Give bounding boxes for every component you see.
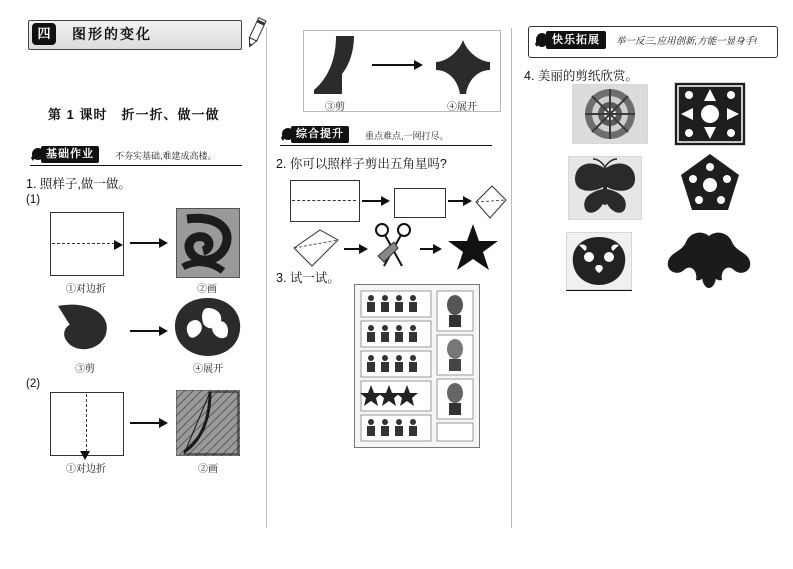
step-caption-5: ①对边折 <box>66 464 106 475</box>
figure-square-fold-2 <box>50 392 124 456</box>
process-arrow-3 <box>130 418 168 428</box>
figure-unfolded-shape-2 <box>434 36 492 101</box>
q2-rect-2 <box>394 188 446 218</box>
q2-arrow-4 <box>420 244 442 254</box>
section-note-basic: 不夯实基础,难建成高楼。 <box>115 151 217 161</box>
figure-fold-dash-2 <box>86 394 87 452</box>
basic-tag-rule <box>30 165 242 166</box>
q2-dash-1 <box>292 200 356 201</box>
chapter-title: 图形的变化 <box>72 26 152 42</box>
step-caption-1: ①对边折 <box>66 284 106 295</box>
step-caption-7: ③剪 <box>325 102 345 113</box>
process-arrow-1 <box>130 238 168 248</box>
section-tag-comprehensive: 综合提升 <box>291 126 349 143</box>
papercut-round-floral <box>572 84 648 144</box>
fold-arrow-icon-1 <box>114 238 124 256</box>
figure-drawn-pattern-2 <box>176 390 240 461</box>
section-tag-basic: 基础作业 <box>41 146 99 163</box>
papercut-pentagon-floral <box>672 152 748 222</box>
q2-arrow-1 <box>362 196 390 206</box>
lesson-title: 第 1 课时 折一折、做一做 <box>48 107 220 122</box>
step-caption-8: ④展开 <box>447 102 477 113</box>
chapter-number: 四 <box>32 23 56 45</box>
question-3-text: 3. 试一试。 <box>276 271 340 285</box>
figure-cut-shape-2 <box>312 34 358 101</box>
section-note-comprehensive: 重点难点,一网打尽。 <box>365 131 449 141</box>
step-caption-2: ②画 <box>197 284 217 295</box>
figure-square-fold-1 <box>50 212 124 276</box>
section-note-happy: 举一反三,应用创新,方能一显身手! <box>616 36 757 47</box>
papercut-butterfly <box>568 156 642 220</box>
step-caption-3: ③剪 <box>75 364 95 375</box>
papercut-square-symmetric <box>674 82 746 146</box>
figure-fold-dash-1 <box>52 243 120 244</box>
question-1-sub-1: (1) <box>26 194 41 206</box>
five-point-star-icon <box>446 222 500 279</box>
papercut-caption-blank-1 <box>566 290 632 291</box>
q2-folded-shape-1 <box>474 184 508 225</box>
q2-folded-shape-2 <box>292 228 340 273</box>
step-caption-4: ④展开 <box>193 364 223 375</box>
question-2-text: 2. 你可以照样子剪出五角星吗? <box>276 157 447 171</box>
papercut-caption <box>707 214 712 220</box>
q2-arrow-3 <box>344 244 368 254</box>
column-divider-2 <box>511 28 512 528</box>
comprehensive-tag-rule <box>280 145 492 146</box>
q2-arrow-2 <box>448 196 472 206</box>
question-4-text: 4. 美丽的剪纸欣赏。 <box>524 69 638 83</box>
question-1-sub-2: (2) <box>26 378 41 390</box>
column-divider-1 <box>266 28 267 528</box>
worksheet-photo <box>354 284 480 448</box>
q2-rect-1 <box>290 180 360 222</box>
figure-cut-shape-1 <box>52 300 118 361</box>
figure-drawn-pattern-1 <box>176 208 240 278</box>
papercut-double-phoenix <box>664 228 754 292</box>
pencil-icon <box>243 16 269 50</box>
section-tag-happy: 快乐拓展 <box>546 31 606 49</box>
step-caption-6: ②画 <box>198 464 218 475</box>
process-arrow-4 <box>372 60 424 70</box>
process-arrow-2 <box>130 326 168 336</box>
question-1-text: 1. 照样子,做一做。 <box>26 177 131 191</box>
figure-unfolded-shape-1 <box>172 296 244 363</box>
scissors-icon <box>372 222 418 277</box>
papercut-lion-head <box>566 232 632 290</box>
